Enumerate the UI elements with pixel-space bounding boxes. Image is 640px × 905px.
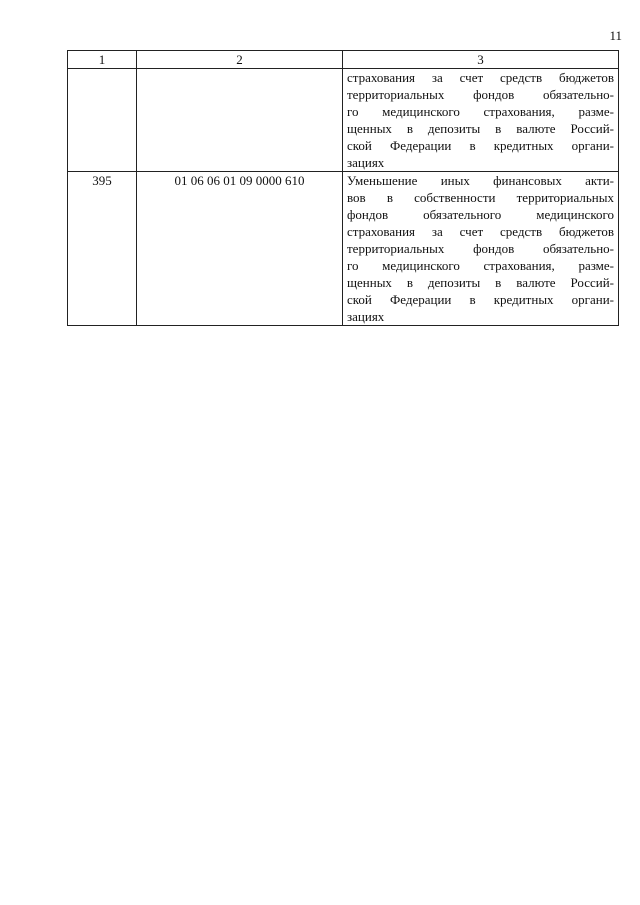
row-code-cell (137, 69, 343, 172)
row-description-cell (343, 69, 619, 172)
description-line: щенных в депозиты в валюте Россий- (347, 121, 614, 136)
row-code-cell: 01 06 06 01 09 0000 610 (137, 172, 343, 326)
column-header-1: 1 (68, 51, 137, 69)
description-line: страхования за счет средств бюджетов (347, 224, 614, 239)
row-number-cell: 395 (68, 172, 137, 326)
description-line: го медицинского страхования, разме- (347, 258, 614, 273)
column-header-3: 3 (343, 51, 619, 69)
description-line: территориальных фондов обязательно- (347, 87, 614, 102)
description-line: территориальных фондов обязательно- (347, 241, 614, 256)
description-line: ской Федерации в кредитных органи- (347, 292, 614, 307)
description-line: го медицинского страхования, разме- (347, 104, 614, 119)
table-row (68, 172, 619, 326)
row-number-cell (68, 69, 137, 172)
table-row (68, 69, 619, 172)
column-header-2: 2 (137, 51, 343, 69)
description-line: Уменьшение иных финансовых акти- (347, 173, 614, 188)
description-line: страхования за счет средств бюджетов (347, 70, 614, 85)
description-line: зациях (347, 309, 385, 324)
budget-classification-table (67, 50, 619, 326)
description-line: фондов обязательного медицинского (347, 207, 614, 222)
description-line: вов в собственности территориальных (347, 190, 614, 205)
description-line: зациях (347, 155, 385, 170)
description-line: ской Федерации в кредитных органи- (347, 138, 614, 153)
row-description-cell (343, 172, 619, 326)
table-header-row (68, 51, 619, 69)
description-line: щенных в депозиты в валюте Россий- (347, 275, 614, 290)
page-number: 11 (609, 28, 622, 43)
